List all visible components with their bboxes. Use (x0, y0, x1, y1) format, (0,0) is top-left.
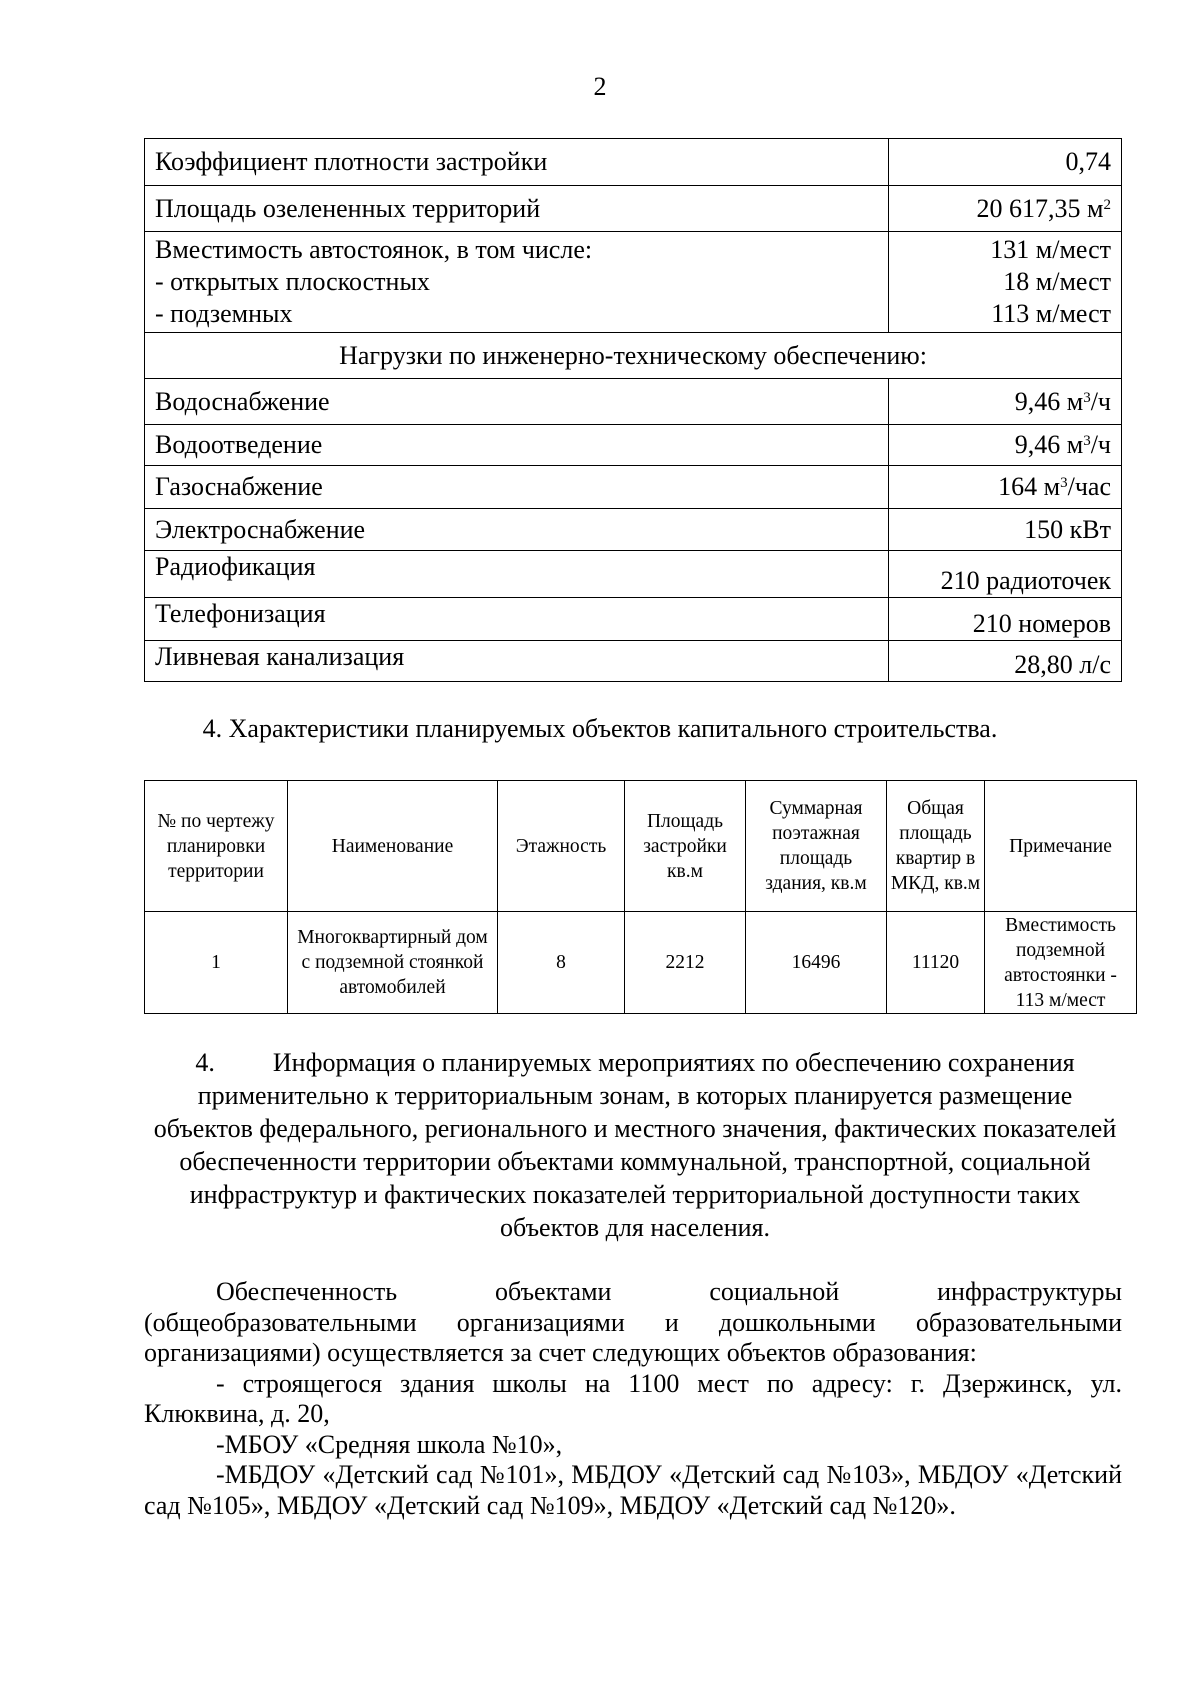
label-line: - подземных (155, 299, 293, 328)
value-line: 113 м/мест (991, 299, 1111, 328)
row-value: 210 номеров (889, 598, 1122, 641)
header-cell: Этажность (498, 781, 625, 912)
paragraph: Обеспеченность объектами социальной инфраструктуры (общеобразовательными организациями и дошкольными образовательными организациями) осуществляется за счет следующих объектов образования: (144, 1277, 1122, 1367)
row-label: Электроснабжение (145, 509, 889, 551)
row-label: Водоотведение (145, 425, 889, 466)
value-unit: /час (1067, 472, 1111, 501)
paragraph: -МБОУ «Средняя школа №10», (216, 1429, 563, 1459)
value-text: 164 м (998, 472, 1061, 501)
row-label (145, 232, 889, 333)
section-number: 4. (195, 1048, 215, 1077)
row-value (889, 232, 1122, 333)
table-row (145, 232, 1122, 333)
table-row (145, 598, 1122, 641)
section-title: Нагрузки по инженерно-техническому обеспечению: (145, 333, 1122, 379)
value-sup: 3 (1060, 475, 1068, 491)
value-text: 9,46 м (1014, 430, 1084, 459)
paragraph: - строящегося здания школы на 1100 мест по адресу: г. Дзержинск, ул. Клюквина, д. 20, (144, 1368, 1122, 1428)
value-sup: 2 (1103, 196, 1111, 213)
label-line: - открытых плоскостных (155, 267, 430, 296)
row-label: Телефонизация (145, 598, 889, 641)
section-row (145, 333, 1122, 379)
label-line: Вместимость автостоянок, в том числе: (155, 235, 593, 264)
value-line: 131 м/мест (990, 235, 1111, 264)
cell: 1 (145, 912, 288, 1014)
value-sup: 3 (1083, 389, 1091, 406)
row-label: Радиофикация (145, 551, 889, 598)
row-label: Газоснабжение (145, 466, 889, 509)
header-cell: Общая площадь квартир в МКД, кв.м (887, 781, 985, 912)
header-cell: Суммарная поэтажная площадь здания, кв.м (746, 781, 887, 912)
page-number: 2 (593, 72, 607, 101)
row-value (889, 186, 1122, 232)
value-unit: /ч (1090, 430, 1111, 459)
row-value: 0,74 (889, 139, 1122, 186)
row-value (889, 425, 1122, 466)
table-row (145, 466, 1122, 509)
cell: 16496 (746, 912, 887, 1014)
section-title: Информация о планируемых мероприятиях по обеспечению сохранения применительно к территориальным зонам, в которых планируется размещение объектов федерального, регионального и местного значения, фактических показателей обеспеченности территории объектами коммунальной, транспортной, социальной инфраструктур и фактических показателей территориальной доступности таких объектов для населения. (153, 1048, 1117, 1242)
cell: Многоквартирный дом с подземной стоянкой автомобилей (288, 912, 498, 1014)
table-row (145, 139, 1122, 186)
table-row (145, 425, 1122, 466)
row-value: 210 радиоточек (889, 551, 1122, 598)
value-text: 20 617,35 м (976, 193, 1104, 223)
value-sup: 3 (1083, 433, 1091, 449)
objects-table (144, 780, 1137, 1014)
row-label: Водоснабжение (145, 379, 889, 425)
header-cell: Примечание (985, 781, 1137, 912)
value-unit: /ч (1090, 386, 1111, 416)
paragraph: -МБДОУ «Детский сад №101», МБДОУ «Детский сад №103», МБДОУ «Детский сад №105», МБДОУ «Детский сад №109», МБДОУ «Детский сад №120». (144, 1460, 1122, 1520)
section-4-title: 4. Характеристики планируемых объектов капитального строительства. (202, 714, 998, 743)
header-cell: Наименование (288, 781, 498, 912)
value-text: 9,46 м (1014, 386, 1084, 416)
indicators-table (144, 138, 1122, 682)
row-label: Площадь озелененных территорий (145, 186, 889, 232)
row-value (889, 379, 1122, 425)
row-label: Ливневая канализация (145, 641, 889, 682)
header-cell: № по чертежу планировки территории (145, 781, 288, 912)
value-line: 18 м/мест (1003, 267, 1111, 296)
cell: 11120 (887, 912, 985, 1014)
header-cell: Площадь застройки кв.м (625, 781, 746, 912)
table-row (145, 379, 1122, 425)
row-value: 28,80 л/с (889, 641, 1122, 682)
cell: 2212 (625, 912, 746, 1014)
body-text (144, 1277, 1122, 1521)
row-value (889, 466, 1122, 509)
table-row (145, 186, 1122, 232)
cell: Вместимость подземной автостоянки - 113 м/мест (985, 912, 1137, 1014)
section-4b-heading (150, 1046, 1120, 1244)
table-row (145, 641, 1122, 682)
table-header-row (145, 781, 1137, 912)
row-label: Коэффициент плотности застройки (145, 139, 889, 186)
cell: 8 (498, 912, 625, 1014)
table-row (145, 551, 1122, 598)
table-row (145, 509, 1122, 551)
row-value: 150 кВт (889, 509, 1122, 551)
table-row (145, 912, 1137, 1014)
